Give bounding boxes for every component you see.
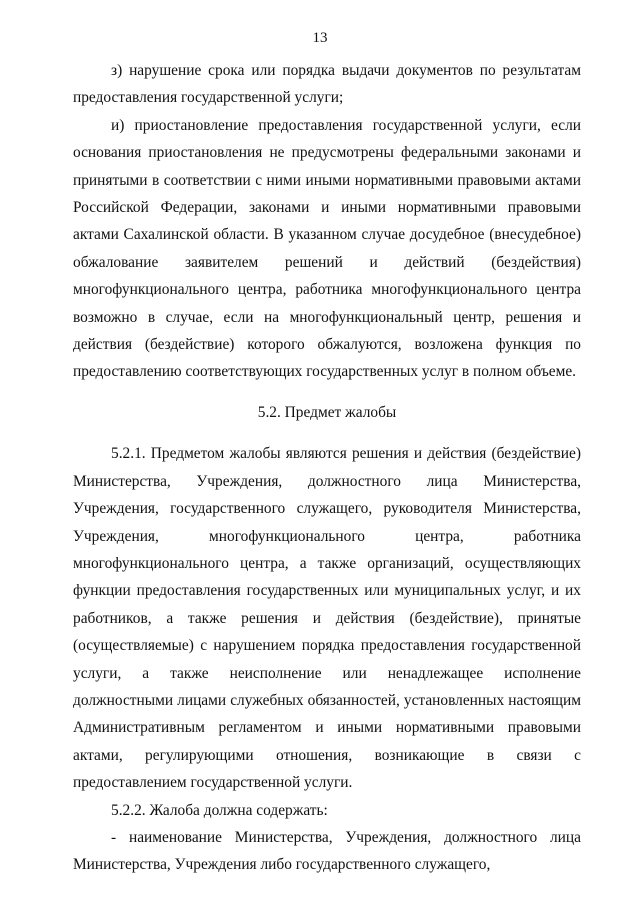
paragraph-5-2-1: 5.2.1. Предметом жалобы являются решения и действия (бездействие) Министерства, Учреждения, должностного лица Министерства, Учреждения, государственного служащего, руководителя Министерства, Учреждения, многофункционального центра, работника многофункционального центра, а также организаций, осуществляющих функции предоставления государственных или муниципальных услуг, и их работников, а также решения и действия (бездействие), принятые (осуществляемые) с нарушением порядка предоставления государственной услуги, а также неисполнение или ненадлежащее исполнение должностными лицами служебных обязанностей, установленных настоящим Административным регламентом и иными нормативными правовыми актами, регулирующими отношения, возникающие в связи с предоставлением государственной услуги.: [73, 445, 581, 792]
document-body: [73, 57, 581, 879]
paragraph-5-2-2: 5.2.2. Жалоба должна содержать:: [111, 801, 328, 819]
page-number: 13: [312, 30, 328, 46]
paragraph-list-item: - наименование Министерства, Учреждения, должностного лица Министерства, Учреждения либо государственного служащего,: [73, 828, 581, 874]
section-heading: 5.2. Предмет жалобы: [257, 403, 397, 421]
paragraph-item-i: и) приостановление предоставления государственной услуги, если основания приостановления не предусмотрены федеральными законами и принятыми в соответствии с ними иными нормативными правовыми актами Российской Федерации, законами и иными нормативными правовыми актами Сахалинской области. В указанном случае досудебное (внесудебное) обжалование заявителем решений и действий (бездействия) многофункционального центра, работника многофункционального центра возможно в случае, если на многофункциональный центр, решения и действия (бездействие) которого обжалуются, возложена функция по предоставлению соответствующих государственных услуг в полном объеме.: [73, 116, 581, 381]
paragraph-item-z: з) нарушение срока или порядка выдачи документов по результатам предоставления государственной услуги;: [73, 62, 581, 107]
